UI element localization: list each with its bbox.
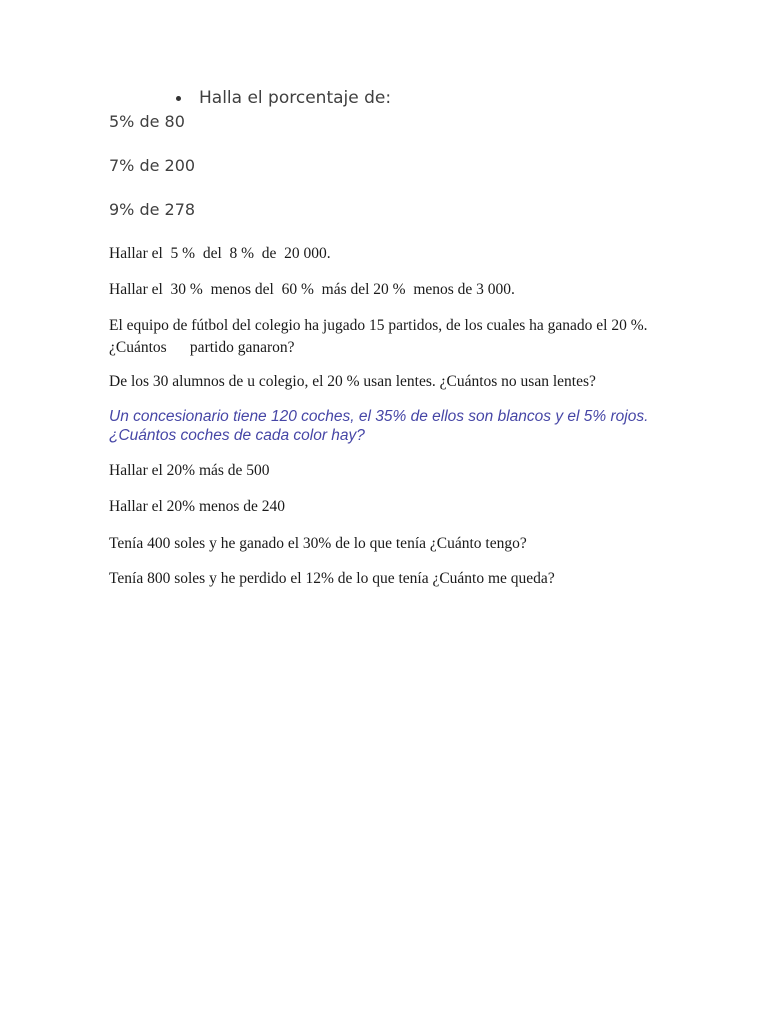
problem-line: Tenía 800 soles y he perdido el 12% de lo que tenía ¿Cuánto me queda? <box>109 570 555 587</box>
problem-line: Hallar el 20% menos de 240 <box>109 498 286 515</box>
exercise-line: 7% de 200 <box>109 156 196 175</box>
problem-paragraph: El equipo de fútbol del colegio ha jugado 15 partidos, de los cuales ha ganado el 20 %. ¿Cuántos partido ganaron? <box>109 317 652 356</box>
highlighted-problem-paragraph: Un concesionario tiene 120 coches, el 35% de ellos son blancos y el 5% rojos. ¿Cuántos coches de cada color hay? <box>109 408 649 444</box>
problem-line: Hallar el 20% más de 500 <box>109 462 270 479</box>
heading-text: Halla el porcentaje de: <box>199 88 392 108</box>
problem-line: Hallar el 30 % menos del 60 % más del 20 % menos de 3 000. <box>109 281 515 298</box>
problem-line: Tenía 400 soles y he ganado el 30% de lo que tenía ¿Cuánto tengo? <box>109 535 527 552</box>
heading-bullet-item <box>176 88 391 108</box>
problem-line: Hallar el 5 % del 8 % de 20 000. <box>109 245 331 262</box>
problem-line: De los 30 alumnos de u colegio, el 20 % usan lentes. ¿Cuántos no usan lentes? <box>109 373 596 390</box>
exercise-line: 5% de 80 <box>109 112 185 131</box>
bullet-dot-icon <box>176 96 181 101</box>
exercise-line: 9% de 278 <box>109 200 196 219</box>
